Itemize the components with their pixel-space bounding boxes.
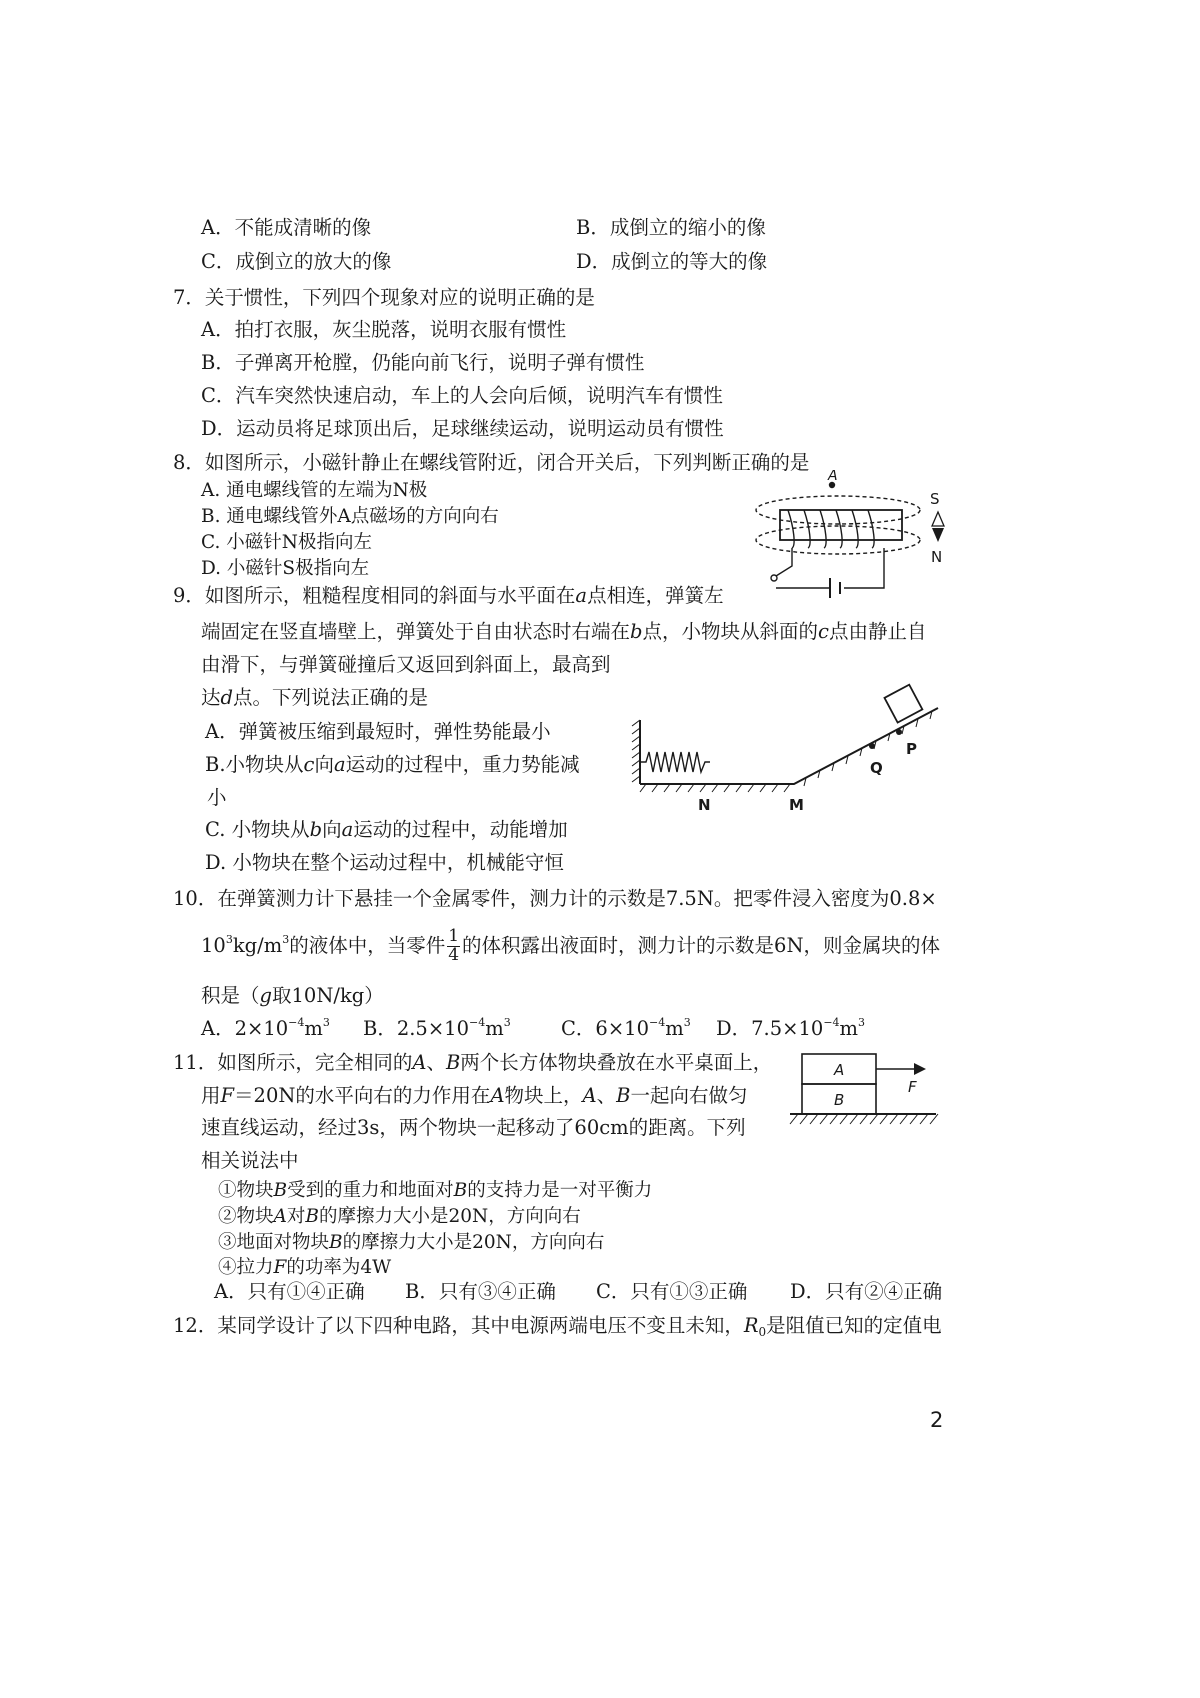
q10-line-2: $10^3kg/m^3$的液体中，当零件 $\frac{1}{4}$ 的体积露出液面时，测力计的示数是6N，则金属块的体 (201, 926, 941, 965)
q9-line-3: 由滑下，与弹簧碰撞后又返回到斜面上，最高到 (201, 653, 611, 676)
q10-line-3: 积是（g取10N/kg） (201, 984, 384, 1007)
point-p-dot (896, 729, 902, 735)
q11-line-4: 相关说法中 (201, 1149, 299, 1172)
block-b-label: B (834, 1091, 845, 1109)
battery-symbol (830, 578, 840, 598)
q10-option-c: C．$6\times 10^{-4}m^3$ (561, 1016, 691, 1040)
q6-option-d: D．成倒立的等大的像 (576, 250, 768, 273)
point-a-label: A (828, 470, 838, 484)
table-hatch (790, 1114, 938, 1124)
spring (640, 752, 710, 772)
q12-line-1: 12．某同学设计了以下四种电路，其中电源两端电压不变且未知，$R_0$是阻值已知的定值电 (173, 1314, 942, 1339)
q9-option-b-cont: 小 (207, 786, 227, 809)
q11-statement-4: ④拉力F的功率为4W (218, 1257, 392, 1278)
q6-option-b: B．成倒立的缩小的像 (576, 216, 766, 239)
q7-option-a: A．拍打衣服，灰尘脱落，说明衣服有惯性 (201, 318, 567, 341)
q7-option-d: D．运动员将足球顶出后，足球继续运动，说明运动员有惯性 (201, 417, 724, 440)
compass-needle-bottom (932, 528, 944, 542)
force-f-label: F (908, 1078, 917, 1096)
q9-option-b: B.小物块从c向a运动的过程中，重力势能减 (205, 753, 580, 776)
q11-statement-1: ①物块B受到的重力和地面对B的支持力是一对平衡力 (218, 1180, 653, 1201)
point-n-label: N (698, 796, 711, 814)
force-arrow-head (914, 1063, 926, 1075)
solenoid-circuit-figure (748, 470, 970, 610)
q8-option-d: D. 小磁针S极指向左 (201, 558, 370, 579)
q9-option-d: D. 小物块在整个运动过程中，机械能守恒 (205, 851, 564, 874)
slider-block (884, 685, 922, 723)
compass-n-label: N (931, 548, 943, 566)
q11-option-b: B．只有③④正确 (405, 1280, 556, 1303)
q6-option-a: A．不能成清晰的像 (201, 216, 372, 239)
q9-option-a: A．弹簧被压缩到最短时，弹性势能最小 (205, 720, 551, 743)
ground-hatch (640, 784, 790, 792)
q8-option-c: C. 小磁针N极指向左 (201, 532, 372, 553)
q7-option-b: B．子弹离开枪膛，仍能向前飞行，说明子弹有惯性 (201, 351, 645, 374)
q11-option-c: C．只有①③正确 (596, 1280, 748, 1303)
point-q-label: Q (870, 759, 883, 777)
q9-line-1: 9．如图所示，粗糙程度相同的斜面与水平面在a点相连，弹簧左 (173, 584, 724, 607)
page-number: 2 (930, 1408, 944, 1432)
q11-statement-2: ②物块A对B的摩擦力大小是20N，方向向右 (218, 1206, 581, 1227)
q7-stem: 7．关于惯性，下列四个现象对应的说明正确的是 (173, 286, 595, 309)
q11-line-1: 11．如图所示，完全相同的A、B两个长方体物块叠放在水平桌面上， (173, 1051, 773, 1074)
q10-line-1: 10．在弹簧测力计下悬挂一个金属零件，测力计的示数是7.5N。把零件浸入密度为0.8× (173, 887, 937, 910)
q9-option-c: C. 小物块从b向a运动的过程中，动能增加 (205, 818, 568, 841)
q10-option-d: D．$7.5\times 10^{-4}m^3$ (716, 1016, 866, 1040)
q9-line-2: 端固定在竖直墙壁上，弹簧处于自由状态时右端在b点，小物块从斜面的c点由静止自 (201, 620, 927, 643)
point-p-label: P (906, 740, 917, 758)
solenoid-core (780, 510, 902, 540)
wall-hatch (632, 720, 640, 782)
incline-spring-figure (628, 680, 950, 820)
q10-option-a: A．$2\times 10^{-4}m^3$ (201, 1016, 330, 1040)
q11-line-2: 用F＝20N的水平向右的力作用在A物块上，A、B一起向右做匀 (201, 1084, 748, 1107)
ground-and-incline (640, 708, 938, 784)
switch-lever (776, 548, 792, 576)
point-q-dot (869, 743, 875, 749)
fraction-one-quarter: $\frac{1}{4}$ (448, 926, 460, 965)
q10-option-b: B．$2.5\times 10^{-4}m^3$ (363, 1016, 511, 1040)
q8-option-a: A. 通电螺线管的左端为N极 (201, 480, 428, 501)
q8-stem: 8．如图所示，小磁针静止在螺线管附近，闭合开关后，下列判断正确的是 (173, 451, 810, 474)
q9-line-4: 达d点。下列说法正确的是 (201, 686, 429, 709)
point-m-label: M (789, 796, 804, 814)
q7-option-c: C．汽车突然快速启动，车上的人会向后倾，说明汽车有惯性 (201, 384, 723, 407)
q6-option-c: C．成倒立的放大的像 (201, 250, 392, 273)
block-a-label: A (834, 1061, 845, 1079)
q11-option-a: A．只有①④正确 (214, 1280, 365, 1303)
switch-contact (771, 575, 777, 581)
compass-needle-top (932, 512, 944, 526)
q11-statement-3: ③地面对物块B的摩擦力大小是20N，方向向右 (218, 1232, 605, 1253)
q11-option-d: D．只有②④正确 (790, 1280, 943, 1303)
solenoid-coils (788, 510, 874, 548)
stacked-blocks-figure (786, 1050, 950, 1140)
compass-s-label: S (930, 490, 940, 508)
q11-line-3: 速直线运动，经过3s，两个物块一起移动了60cm的距离。下列 (201, 1116, 746, 1139)
q8-option-b: B. 通电螺线管外A点磁场的方向向右 (201, 506, 499, 527)
